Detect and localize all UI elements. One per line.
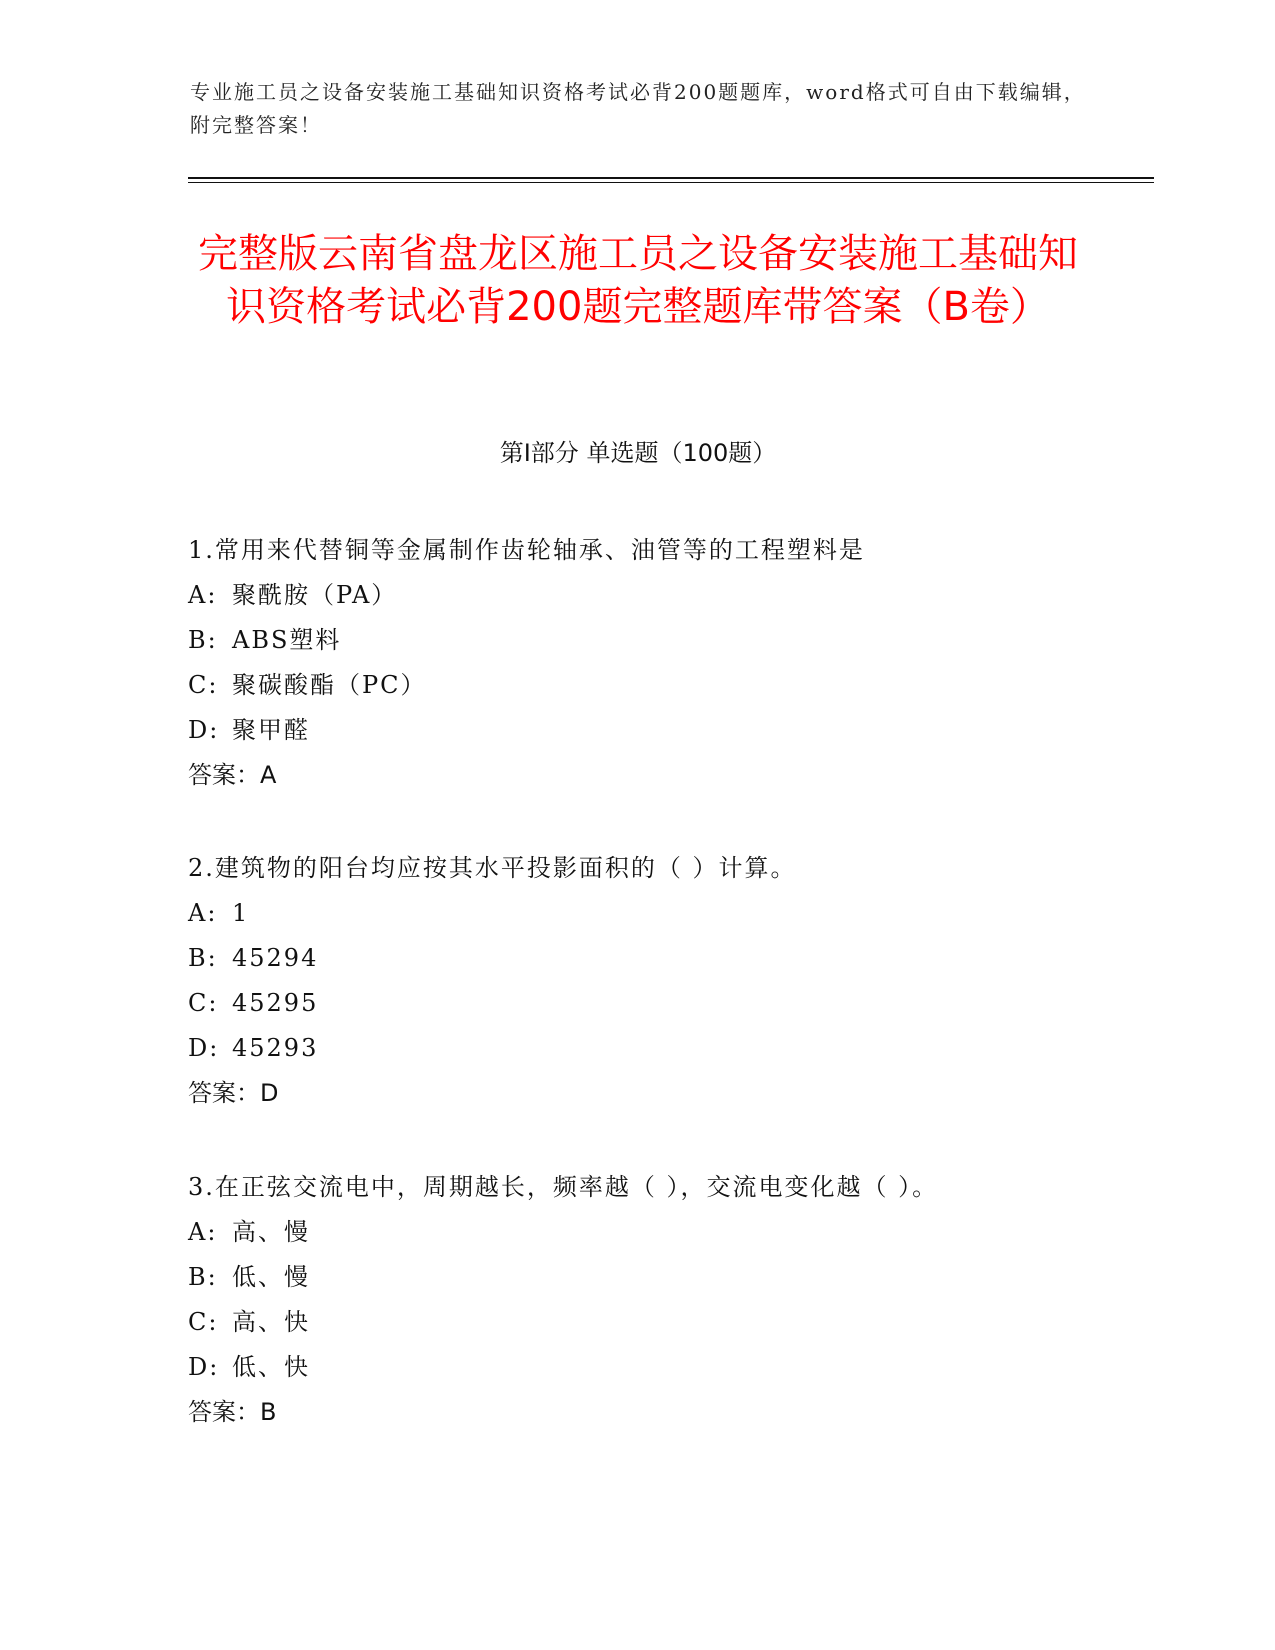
question-answer: 答案：D: [188, 1079, 279, 1107]
option-letter: B:: [188, 944, 218, 972]
option-a: [188, 1210, 1168, 1255]
question-answer: 答案：A: [188, 761, 277, 789]
option-text: 低、慢: [232, 1263, 310, 1291]
option-text: 聚酰胺（PA）: [232, 581, 398, 609]
option-letter: A:: [188, 1218, 218, 1246]
option-c: [188, 663, 1168, 708]
option-letter: A:: [188, 581, 218, 609]
option-text: 高、慢: [232, 1218, 310, 1246]
question-1: [188, 528, 1168, 798]
option-d: [188, 708, 1168, 753]
question-stem: 1.常用来代替铜等金属制作齿轮轴承、油管等的工程塑料是: [188, 536, 865, 564]
option-a: [188, 573, 1168, 618]
option-text: 45295: [232, 989, 319, 1017]
option-text: 1: [232, 899, 250, 927]
option-letter: C:: [188, 989, 219, 1017]
option-letter: D:: [188, 716, 220, 744]
document-title: 完整版云南省盘龙区施工员之设备安装施工基础知识资格考试必背200题完整题库带答案（B卷）: [198, 231, 1078, 330]
option-c: [188, 1300, 1168, 1345]
option-d: [188, 1345, 1168, 1390]
option-b: [188, 618, 1168, 663]
question-stem: 3.在正弦交流电中，周期越长，频率越（ ），交流电变化越（ ）。: [188, 1173, 939, 1201]
option-text: 高、快: [232, 1308, 310, 1336]
option-text: 低、快: [232, 1353, 310, 1381]
option-text: 45294: [232, 944, 319, 972]
header-note: 专业施工员之设备安装施工基础知识资格考试必背200题题库，word格式可自由下载编辑，附完整答案！: [190, 80, 1086, 137]
option-letter: D:: [188, 1034, 220, 1062]
option-text: 聚碳酸酯（PC）: [232, 671, 427, 699]
option-a: [188, 891, 1168, 936]
option-text: ABS塑料: [232, 626, 342, 654]
option-letter: D:: [188, 1353, 220, 1381]
question-3: [188, 1165, 1168, 1435]
question-2: [188, 846, 1168, 1116]
question-stem: 2.建筑物的阳台均应按其水平投影面积的（ ）计算。: [188, 854, 797, 882]
option-text: 45293: [232, 1034, 319, 1062]
option-letter: A:: [188, 899, 218, 927]
option-d: [188, 1026, 1168, 1071]
option-text: 聚甲醛: [232, 716, 310, 744]
option-letter: B:: [188, 626, 218, 654]
section-heading: 第Ⅰ部分 单选题（100题）: [499, 439, 777, 467]
option-c: [188, 981, 1168, 1026]
option-letter: C:: [188, 671, 219, 699]
option-b: [188, 936, 1168, 981]
option-letter: B:: [188, 1263, 218, 1291]
header-divider-thin: [188, 182, 1154, 183]
header-divider-thick: [188, 177, 1154, 179]
question-answer: 答案：B: [188, 1398, 277, 1426]
option-b: [188, 1255, 1168, 1300]
option-letter: C:: [188, 1308, 219, 1336]
